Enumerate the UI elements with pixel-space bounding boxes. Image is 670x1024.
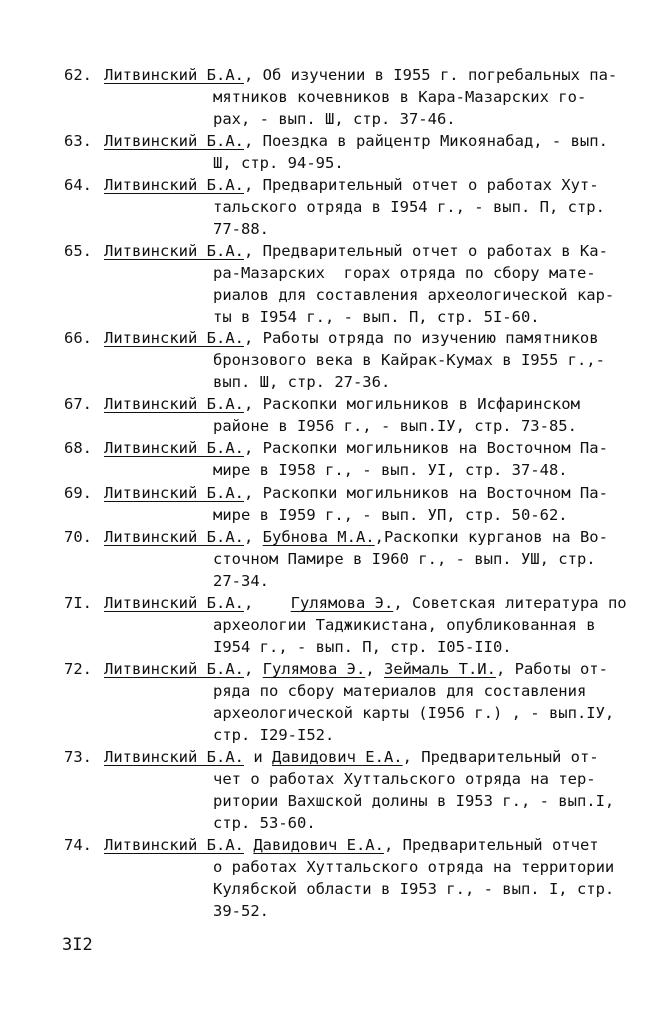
entry-line-first bbox=[104, 176, 599, 194]
entry-text: археологической карты (I956 г.) , - вып.IУ, bbox=[213, 704, 615, 722]
author-name: Литвинский Б.А. bbox=[104, 395, 244, 413]
author-name: Бубнова М.А. bbox=[262, 528, 375, 546]
entry-line bbox=[213, 88, 586, 106]
entry-text: ритории Вахшской долины в I953 г., - вып.I, bbox=[213, 792, 615, 810]
entry-text: сточном Памире в I960 г., - вып. УШ, стр. bbox=[213, 550, 596, 568]
entry-text: , Поездка в райцентр Микоянабад, - вып. bbox=[243, 132, 608, 150]
entry-text: , Работы отряда по изучению памятников bbox=[243, 329, 599, 347]
entry-number: 70. bbox=[64, 528, 92, 546]
entry-text: , bbox=[243, 594, 291, 612]
entry-text: мятников кочевников в Кара-Мазарских го- bbox=[213, 88, 587, 106]
author-name: Литвинский Б.А. bbox=[104, 528, 244, 546]
author-name: Литвинский Б.А. bbox=[104, 748, 244, 766]
entry-number: 64. bbox=[64, 176, 92, 194]
entry-line bbox=[213, 902, 269, 920]
entry-line bbox=[213, 220, 269, 238]
author-name: Зеймаль Т.И. bbox=[383, 660, 496, 678]
entry-line bbox=[213, 550, 596, 568]
author-name: Литвинский Б.А. bbox=[104, 242, 244, 260]
entry-text: археологии Таджикистана, опубликованная в bbox=[213, 616, 596, 634]
entry-text bbox=[244, 836, 253, 854]
entry-text: , Раскопки могильников в Исфаринском bbox=[243, 395, 580, 413]
entry-text: риалов для составления археологической кар- bbox=[213, 286, 615, 304]
author-name: Гулямова Э. bbox=[290, 594, 394, 612]
entry-text: , Об изучении в I955 г. погребальных па- bbox=[243, 66, 618, 84]
entry-line bbox=[213, 154, 344, 172]
entry-line-first bbox=[104, 329, 599, 347]
entry-text: , Предварительный отчет bbox=[383, 836, 599, 854]
entry-line bbox=[213, 572, 269, 590]
entry-text: , Предварительный отчет о работах Хут- bbox=[243, 176, 599, 194]
entry-line-first bbox=[104, 594, 627, 612]
entry-text: Ш, стр. 94-95. bbox=[213, 154, 344, 172]
author-name: Литвинский Б.А. bbox=[104, 132, 244, 150]
entry-line-first bbox=[104, 395, 580, 413]
entry-text: I954 г., - вып. П, стр. I05-II0. bbox=[213, 638, 512, 656]
entry-line bbox=[213, 461, 568, 479]
entry-line-first bbox=[104, 836, 599, 854]
entry-number: 65. bbox=[64, 242, 92, 260]
entry-text: мире в I958 г., - вып. УI, стр. 37-48. bbox=[213, 461, 568, 479]
entry-text: чет о работах Хуттальского отряда на тер- bbox=[213, 770, 596, 788]
entry-line bbox=[213, 880, 614, 898]
entry-text: ряда по сбору материалов для составления bbox=[213, 682, 587, 700]
entry-text: ,Раскопки курганов на Во- bbox=[374, 528, 608, 546]
entry-number: 7I. bbox=[64, 594, 92, 612]
author-name: Литвинский Б.А. bbox=[104, 594, 244, 612]
author-name: Литвинский Б.А. bbox=[104, 439, 244, 457]
author-name: Давидович Е.А. bbox=[271, 748, 403, 766]
entry-text: , Советская литература по bbox=[393, 594, 627, 612]
entry-number: 67. bbox=[64, 395, 92, 413]
entry-text: , Работы от- bbox=[495, 660, 608, 678]
entry-text: ра-Мазарских горах отряда по сбору мате- bbox=[213, 264, 596, 282]
entry-text: и bbox=[243, 748, 272, 766]
entry-line bbox=[213, 286, 614, 304]
entry-number: 74. bbox=[64, 836, 92, 854]
entry-number: 63. bbox=[64, 132, 92, 150]
page-number: 3I2 bbox=[62, 935, 93, 955]
entry-text: тальского отряда в I954 г., - вып. П, стр. bbox=[213, 198, 605, 216]
author-name: Гулямова Э. bbox=[262, 660, 366, 678]
entry-text: 39-52. bbox=[213, 902, 269, 920]
entry-text: , bbox=[243, 660, 263, 678]
entry-line bbox=[213, 417, 577, 435]
entry-number: 68. bbox=[64, 439, 92, 457]
entry-line-first bbox=[104, 660, 608, 678]
entry-line-first bbox=[104, 528, 608, 546]
entry-line bbox=[213, 110, 456, 128]
entry-line-first bbox=[104, 66, 617, 84]
entry-line bbox=[213, 814, 316, 832]
entry-line bbox=[213, 308, 540, 326]
entry-text: , Предварительный от- bbox=[402, 748, 599, 766]
entry-text: мире в I959 г., - вып. УП, стр. 50-62. bbox=[213, 506, 568, 524]
entry-line-first bbox=[104, 748, 599, 766]
entry-text: , Предварительный отчет о работах в Ка- bbox=[243, 242, 608, 260]
entry-line bbox=[213, 792, 614, 810]
entry-text: ты в I954 г., - вып. П, стр. 5I-60. bbox=[213, 308, 540, 326]
entry-line bbox=[213, 351, 605, 369]
entry-line bbox=[213, 616, 596, 634]
entry-text: , bbox=[365, 660, 384, 678]
entry-text: Кулябской области в I953 г., - вып. I, стр. bbox=[213, 880, 615, 898]
entry-number: 72. bbox=[64, 660, 92, 678]
author-name: Литвинский Б.А. bbox=[104, 329, 244, 347]
entry-line bbox=[213, 638, 512, 656]
author-name: Давидович Е.А. bbox=[253, 836, 384, 854]
entry-text: вып. Ш, стр. 27-36. bbox=[213, 373, 391, 391]
entry-line-first bbox=[104, 132, 608, 150]
author-name: Литвинский Б.А. bbox=[104, 836, 244, 854]
entry-text: , bbox=[243, 528, 263, 546]
entry-line bbox=[213, 373, 390, 391]
entry-text: , Раскопки могильников на Восточном Па- bbox=[243, 439, 608, 457]
entry-number: 62. bbox=[64, 66, 92, 84]
entry-text: о работах Хуттальского отряда на территории bbox=[213, 858, 615, 876]
author-name: Литвинский Б.А. bbox=[104, 66, 244, 84]
entry-text: районе в I956 г., - вып.IУ, стр. 73-85. bbox=[213, 417, 577, 435]
entry-line bbox=[213, 506, 568, 524]
entry-line bbox=[213, 682, 586, 700]
entry-line-first bbox=[104, 242, 608, 260]
entry-line bbox=[213, 726, 334, 744]
entry-text: , Раскопки могильников на Восточном Па- bbox=[243, 484, 608, 502]
entry-text: 27-34. bbox=[213, 572, 269, 590]
entry-line bbox=[213, 264, 596, 282]
entry-line bbox=[213, 858, 614, 876]
entry-number: 66. bbox=[64, 329, 92, 347]
entry-text: стр. 53-60. bbox=[213, 814, 316, 832]
entry-text: стр. I29-I52. bbox=[213, 726, 335, 744]
entry-number: 73. bbox=[64, 748, 92, 766]
entry-line-first bbox=[104, 439, 608, 457]
entry-line bbox=[213, 770, 596, 788]
author-name: Литвинский Б.А. bbox=[104, 660, 244, 678]
entry-number: 69. bbox=[64, 484, 92, 502]
entry-line-first bbox=[104, 484, 608, 502]
entry-text: 77-88. bbox=[213, 220, 269, 238]
entry-line bbox=[213, 704, 614, 722]
author-name: Литвинский Б.А. bbox=[104, 176, 244, 194]
entry-text: бронзового века в Кайрак-Кумах в I955 г.,- bbox=[213, 351, 605, 369]
entry-line bbox=[213, 198, 605, 216]
author-name: Литвинский Б.А. bbox=[104, 484, 244, 502]
entry-text: рах, - вып. Ш, стр. 37-46. bbox=[213, 110, 456, 128]
